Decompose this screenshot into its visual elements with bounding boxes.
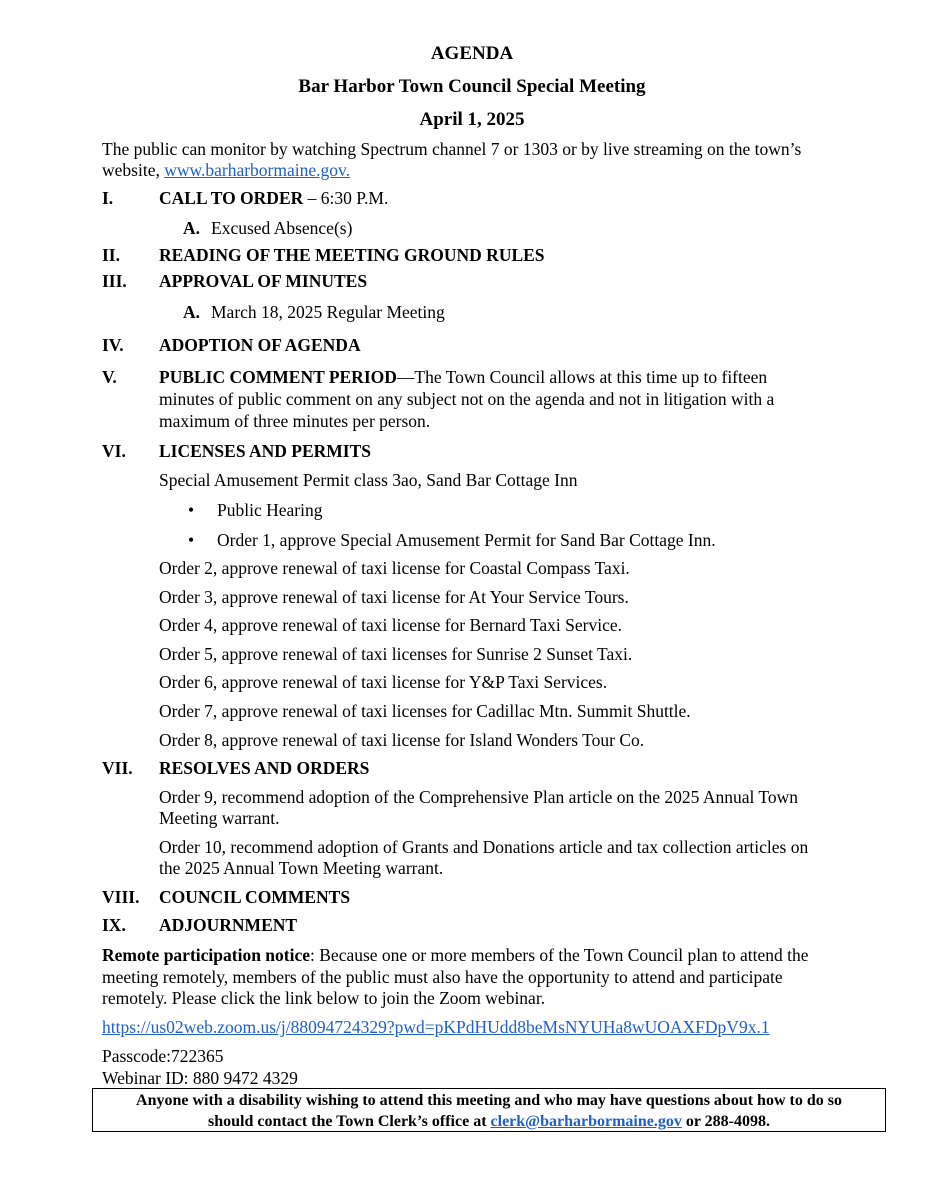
- item-iii-sub-letter: A.: [183, 302, 201, 322]
- item-i-numeral: I.: [102, 188, 114, 208]
- item-vii-order-9-line-1: Order 9, recommend adoption of the Comprehensive Plan article on the 2025 Annual Town: [159, 787, 798, 807]
- item-iii-numeral: III.: [102, 271, 127, 291]
- item-v-line-1-rest: —The Town Council allows at this time up to fifteen: [396, 367, 768, 387]
- item-ix-heading: ADJOURNMENT: [159, 915, 298, 935]
- item-vi-bullet-1: Public Hearing: [217, 500, 323, 520]
- accessibility-notice-line-2: [93, 1111, 885, 1132]
- item-vi-heading: LICENSES AND PERMITS: [159, 441, 371, 461]
- remote-notice-line-1-rest: : Because one or more members of the Town Council plan to attend the: [310, 945, 809, 965]
- item-i-time: – 6:30 P.M.: [303, 188, 389, 208]
- item-i-sub-text: Excused Absence(s): [211, 218, 353, 238]
- item-vi-order: Order 2, approve renewal of taxi license for Coastal Compass Taxi.: [159, 558, 630, 578]
- page-title: AGENDA: [430, 43, 514, 64]
- remote-notice-label: Remote participation notice: [102, 945, 311, 965]
- item-iv-heading: ADOPTION OF AGENDA: [159, 335, 361, 355]
- item-ix-numeral: IX.: [102, 915, 126, 935]
- item-vii-order-10-line-1: Order 10, recommend adoption of Grants and Donations article and tax collection articles on: [159, 837, 809, 857]
- zoom-webinar-id: Webinar ID: 880 9472 4329: [102, 1068, 298, 1088]
- zoom-webinar-link[interactable]: https://us02web.zoom.us/j/88094724329?pwd=pKPdHUdd8beMsNYUHa8wUOAXFDpV9x.1: [102, 1017, 770, 1037]
- item-vi-bullet-2: Order 1, approve Special Amusement Permit for Sand Bar Cottage Inn.: [217, 530, 716, 550]
- bullet-icon: •: [188, 530, 195, 550]
- item-ii-numeral: II.: [102, 245, 120, 265]
- item-vii-numeral: VII.: [102, 758, 133, 778]
- item-vii-order-10-line-2: the 2025 Annual Town Meeting warrant.: [159, 858, 444, 878]
- item-vi-order: Order 7, approve renewal of taxi licenses for Cadillac Mtn. Summit Shuttle.: [159, 701, 691, 721]
- town-website-link[interactable]: www.barharbormaine.gov.: [164, 160, 351, 180]
- item-v-heading: PUBLIC COMMENT PERIOD: [159, 367, 397, 387]
- accessibility-notice-line-1: Anyone with a disability wishing to attend this meeting and who may have questions about how to do so: [136, 1092, 842, 1109]
- item-vi-order: Order 3, approve renewal of taxi license for At Your Service Tours.: [159, 587, 629, 607]
- item-iii-sub-text: March 18, 2025 Regular Meeting: [211, 302, 445, 322]
- accessibility-notice-box: [92, 1088, 886, 1132]
- bullet-icon: •: [188, 500, 195, 520]
- item-vi-order: Order 5, approve renewal of taxi licenses for Sunrise 2 Sunset Taxi.: [159, 644, 633, 664]
- item-viii-heading: COUNCIL COMMENTS: [159, 887, 351, 907]
- item-vii-order-9-line-2: Meeting warrant.: [159, 808, 280, 828]
- item-i-sub-letter: A.: [183, 218, 201, 238]
- item-v-line-2: minutes of public comment on any subject not on the agenda and not in litigation with a: [159, 389, 775, 409]
- item-iii-heading: APPROVAL OF MINUTES: [159, 271, 368, 291]
- remote-notice-line-3: remotely. Please click the link below to join the Zoom webinar.: [102, 988, 546, 1008]
- item-i-line: [159, 188, 388, 209]
- intro-line-2-prefix: website,: [102, 160, 165, 180]
- intro-line-1: The public can monitor by watching Spectrum channel 7 or 1303 or by live streaming on the town’s: [102, 139, 802, 159]
- item-vi-order: Order 6, approve renewal of taxi license for Y&P Taxi Services.: [159, 672, 608, 692]
- item-v-line-3: maximum of three minutes per person.: [159, 411, 431, 431]
- item-ii-heading: READING OF THE MEETING GROUND RULES: [159, 245, 545, 265]
- item-iv-numeral: IV.: [102, 335, 124, 355]
- item-vi-numeral: VI.: [102, 441, 126, 461]
- item-v-line-1: [159, 367, 767, 388]
- item-vi-order: Order 8, approve renewal of taxi license for Island Wonders Tour Co.: [159, 730, 645, 750]
- accessibility-notice-suffix: or 288-4098.: [681, 1113, 770, 1130]
- clerk-email-link[interactable]: clerk@barharbormaine.gov: [490, 1113, 682, 1130]
- remote-notice-line-1: [102, 945, 809, 966]
- item-i-heading: CALL TO ORDER: [159, 188, 304, 208]
- item-v-numeral: V.: [102, 367, 117, 387]
- accessibility-notice-prefix: should contact the Town Clerk’s office at: [208, 1113, 491, 1130]
- meeting-date: April 1, 2025: [419, 109, 525, 130]
- item-viii-numeral: VIII.: [102, 887, 140, 907]
- item-vi-permit: Special Amusement Permit class 3ao, Sand Bar Cottage Inn: [159, 470, 578, 490]
- item-vi-order: Order 4, approve renewal of taxi license for Bernard Taxi Service.: [159, 615, 622, 635]
- remote-notice-line-2: meeting remotely, members of the public must also have the opportunity to attend and participate: [102, 967, 783, 987]
- intro-line-2: [102, 160, 350, 181]
- item-vii-heading: RESOLVES AND ORDERS: [159, 758, 370, 778]
- meeting-name: Bar Harbor Town Council Special Meeting: [298, 76, 646, 97]
- zoom-passcode: Passcode:722365: [102, 1046, 224, 1066]
